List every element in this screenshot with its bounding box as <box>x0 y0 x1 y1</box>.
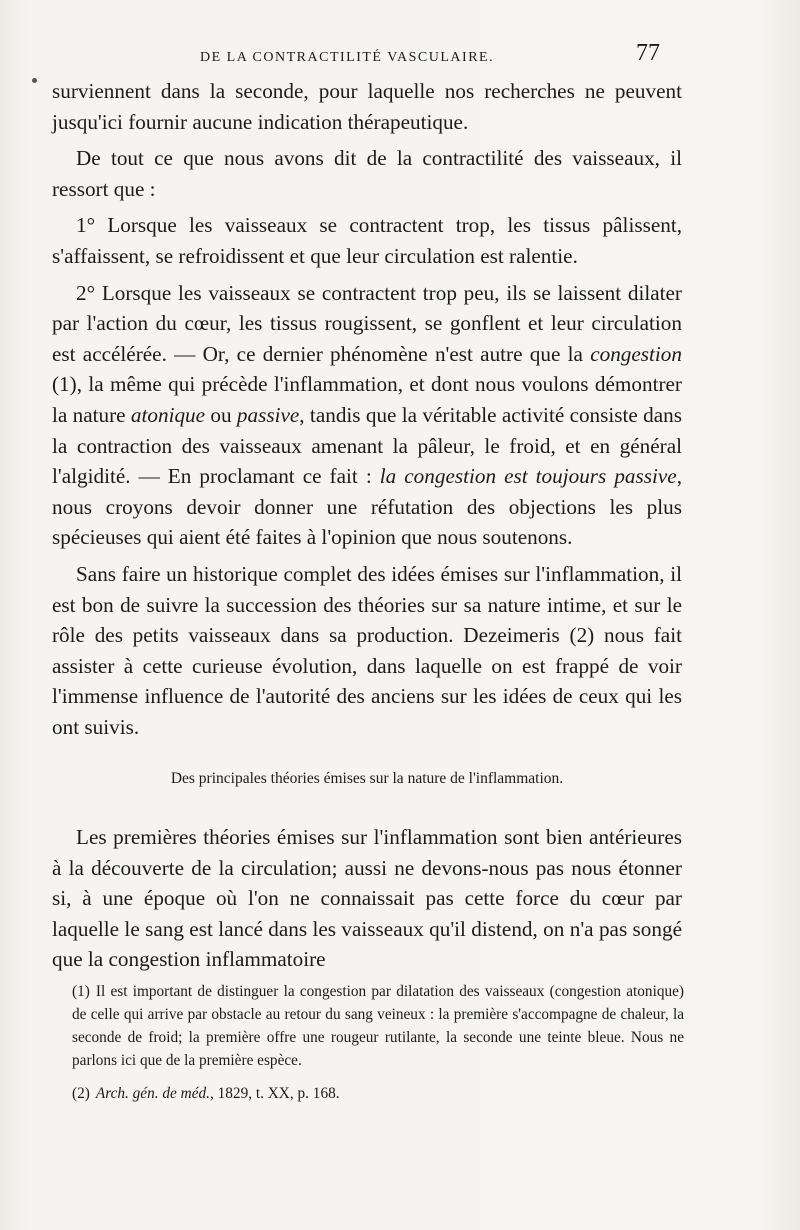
term-atonique: atonique <box>130 402 206 427</box>
footnote-1-text: Il est important de distinguer la congestion par dilatation des vaisseaux (congestion atonique) de celle qui arrive par obstacle au retour du sang veineux : la première s'accompagne de chaleur, la seconde de froid; la première offre une rougeur rutilante, la seconde une teinte bleue. Nous ne parlons ici que de la première espèce. <box>72 983 684 1069</box>
ink-spot <box>32 78 37 83</box>
section-heading: Des principales théories émises sur la nature de l'inflammation. <box>170 770 564 787</box>
thesis-statement: la congestion est toujours passive <box>379 464 677 489</box>
paragraph-4-part-e: ou <box>205 402 237 427</box>
running-title: DE LA CONTRACTILITÉ VASCULAIRE. <box>200 50 495 65</box>
footnote-2-mark: (2) <box>72 1085 90 1102</box>
footnote-2-rest: , 1829, t. XX, p. 168. <box>209 1085 340 1102</box>
paragraph-4-part-i: , nous croyons devoir donner une réfutation des objections les plus spécieuses qui aient été faites à l'opinion que nous soutenons. <box>52 464 683 550</box>
term-congestion: congestion <box>590 341 682 366</box>
section-text <box>52 822 682 975</box>
footnote-2-source: Arch. gén. de méd. <box>95 1085 210 1102</box>
paragraph-4-part-c: (1), la même qui précède l'inflammation, et dont nous voulons démontrer la nature <box>52 372 682 427</box>
paragraph-2: De tout ce que nous avons dit de la contractilité des vaisseaux, il ressort que : <box>52 146 682 201</box>
term-passive: passive <box>236 402 300 427</box>
paragraph-4 <box>52 278 682 553</box>
paragraph-6: Les premières théories émises sur l'inflammation sont bien antérieures à la découverte de la circulation; aussi ne devons-nous pas nous étonner si, à une époque où l'on ne connaissait pas cette force du cœur par laquelle le sang est lancé dans les vaisseaux qu'il distend, on n'a pas songé que la congestion inflammatoire <box>52 825 682 972</box>
footnote-1 <box>72 980 684 1072</box>
paragraph-4-part-g: , tandis que la véritable activité consiste dans la contraction des vaisseaux amenant la pâleur, le froid, et en général l'algidité. — En proclamant ce fait : <box>52 402 682 489</box>
main-text <box>52 76 682 742</box>
paragraph-1: surviennent dans la seconde, pour laquelle nos recherches ne peuvent jusqu'ici fournir aucune indication thérapeutique. <box>52 79 682 134</box>
footnotes <box>72 980 684 1105</box>
paragraph-3: 1° Lorsque les vaisseaux se contractent trop, les tissus pâlissent, s'affaissent, se refroidissent et que leur circulation est ralentie. <box>52 213 682 268</box>
paragraph-5: Sans faire un historique complet des idées émises sur l'inflammation, il est bon de suivre la succession des théories sur sa nature intime, et sur le rôle des petits vaisseaux dans sa production. Dezeimeris (2) nous fait assister à cette curieuse évolution, dans laquelle on est frappé de voir l'immense influence de l'autorité des anciens sur les idées de ceux qui les ont suivis. <box>52 561 682 739</box>
page-number: 77 <box>636 40 660 66</box>
page-header <box>200 40 660 70</box>
paragraph-4-part-a: 2° Lorsque les vaisseaux se contractent trop peu, ils se laissent dilater par l'action du cœur, les tissus rougissent, se gonflent et leur circulation est accélérée. — Or, ce dernier phénomène n'est autre que la <box>52 280 682 366</box>
footnote-1-mark: (1) <box>72 983 90 1000</box>
footnote-2 <box>72 1082 684 1105</box>
